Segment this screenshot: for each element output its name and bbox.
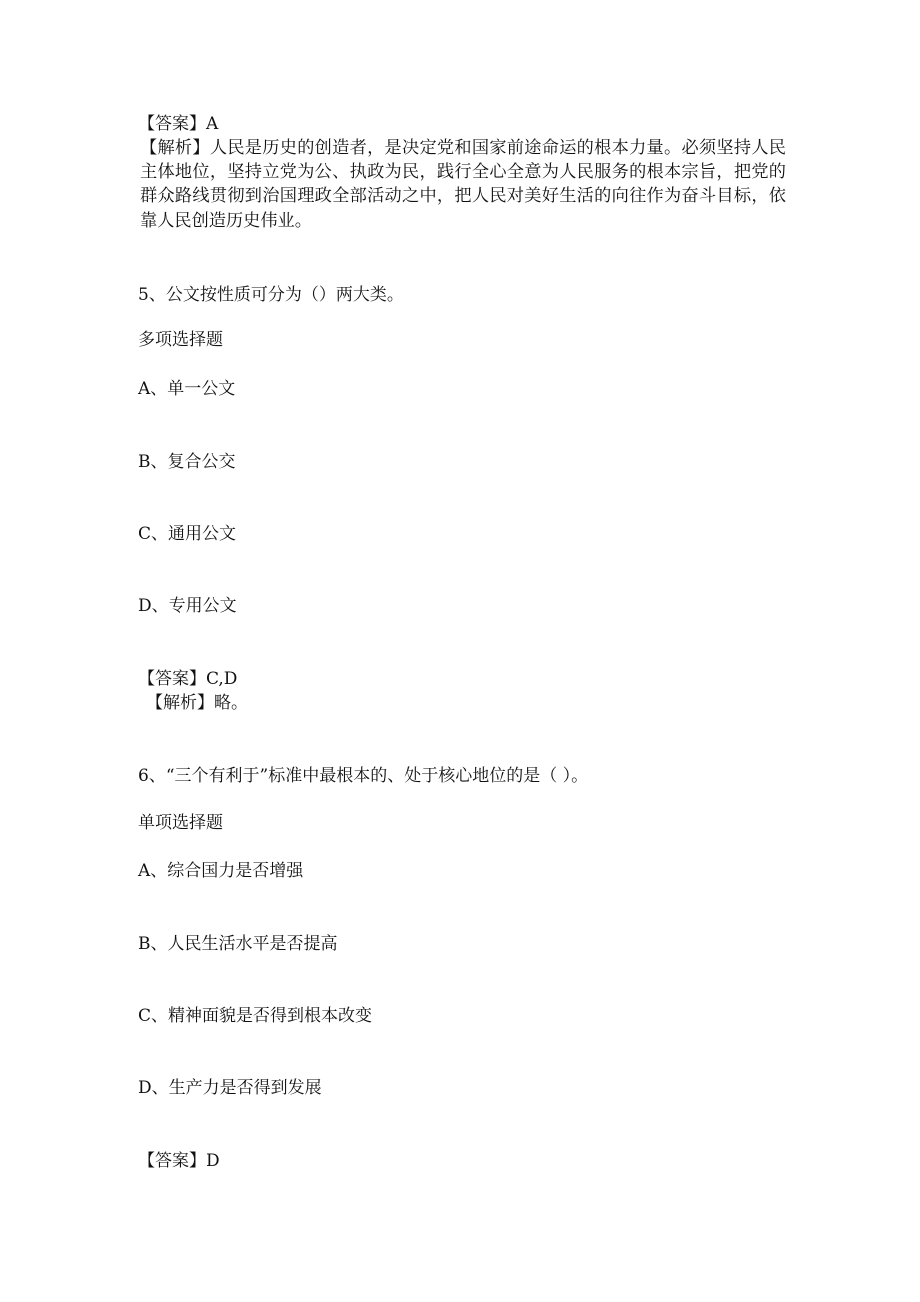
q5-option-d: D、专用公文 bbox=[138, 596, 237, 616]
q6-question: 6、“三个有利于”标准中最根本的、处于核心地位的是（ ）。 bbox=[138, 766, 589, 786]
q4-analysis: 【解析】人民是历史的创造者，是决定党和国家前途命运的根本力量。必须坚持人民主体地位，坚持立党为公、执政为民，践行全心全意为人民服务的根本宗旨，把党的群众路线贯彻到治国理政全部活动之中，把人民对美好生活的向往作为奋斗目标，依靠人民创造历史伟业。 bbox=[140, 138, 786, 231]
q5-answer: 【答案】C,D bbox=[138, 669, 238, 689]
q5-option-a: A、单一公文 bbox=[138, 379, 236, 399]
q5-analysis: 【解析】略。 bbox=[146, 693, 248, 713]
q6-option-c: C、精神面貌是否得到根本改变 bbox=[138, 1006, 373, 1026]
q6-option-a: A、综合国力是否增强 bbox=[138, 861, 304, 881]
q6-option-b: B、人民生活水平是否提高 bbox=[138, 934, 338, 954]
q5-option-c: C、通用公文 bbox=[138, 524, 237, 544]
q6-type: 单项选择题 bbox=[138, 813, 223, 833]
q6-answer: 【答案】D bbox=[138, 1151, 220, 1171]
q5-option-b: B、复合公交 bbox=[138, 452, 236, 472]
q4-answer: 【答案】A bbox=[138, 114, 219, 134]
q5-type: 多项选择题 bbox=[138, 330, 223, 350]
q6-option-d: D、生产力是否得到发展 bbox=[138, 1078, 322, 1098]
q5-question: 5、公文按性质可分为（）两大类。 bbox=[138, 285, 404, 305]
